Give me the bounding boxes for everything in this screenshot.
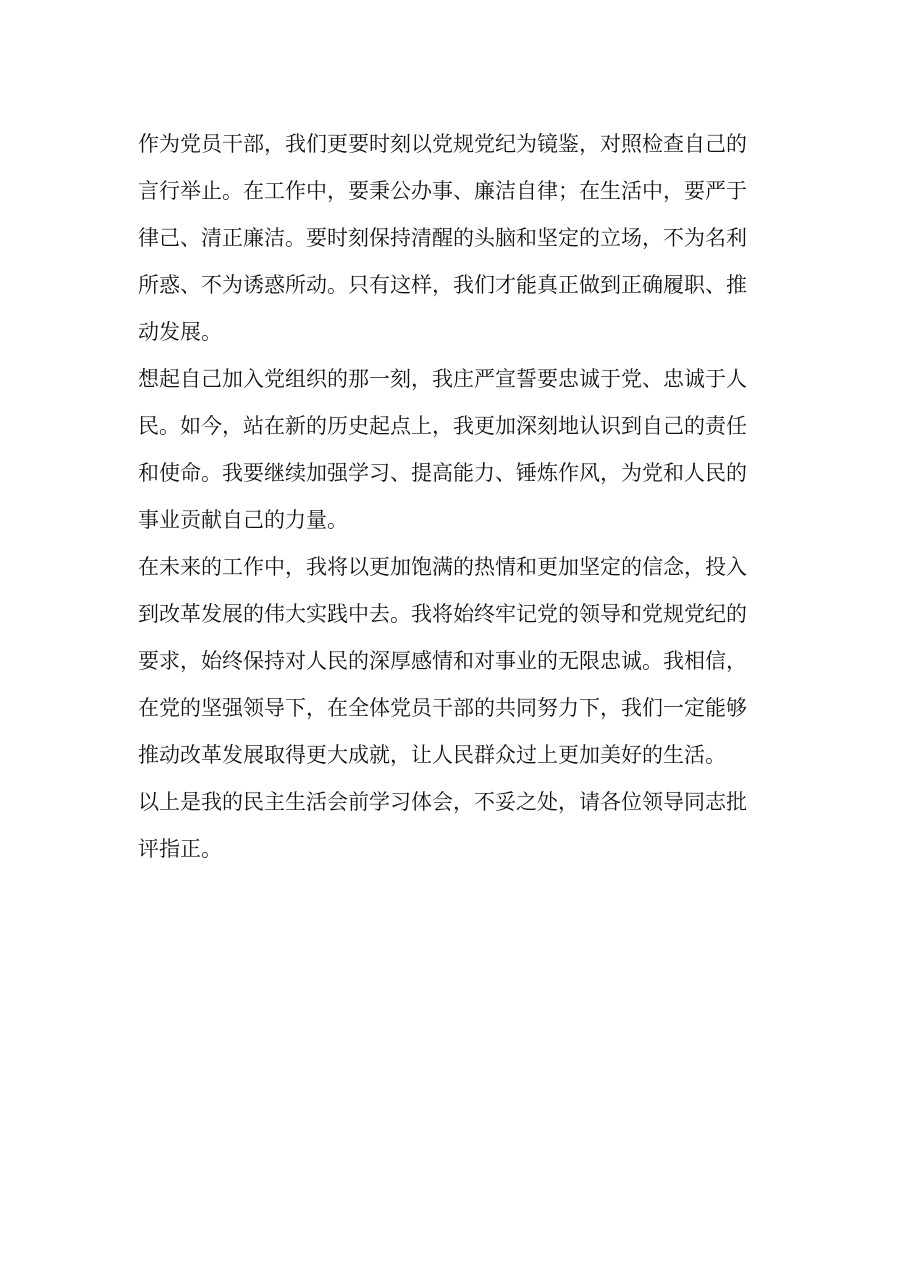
paragraph-3-line-5: 推动改革发展取得更大成就，让人民群众过上更加美好的生活。	[138, 743, 726, 767]
paragraph-3-line-3: 要求，始终保持对人民的深厚感情和对事业的无限忠诚。我相信，	[138, 649, 747, 673]
paragraph-1-line-2: 言行举止。在工作中，要秉公办事、廉洁自律；在生活中，要严于	[138, 179, 747, 203]
paragraph-1-line-1: 作为党员干部，我们更要时刻以党规党纪为镜鉴，对照检查自己的	[138, 132, 747, 156]
paragraph-4-line-2: 评指正。	[138, 837, 222, 861]
paragraph-1-line-3: 律己、清正廉洁。要时刻保持清醒的头脑和坚定的立场，不为名利	[138, 226, 747, 250]
paragraph-1-line-5: 动发展。	[138, 320, 222, 344]
paragraph-3	[138, 544, 774, 779]
paragraph-2-line-3: 和使命。我要继续加强学习、提高能力、锤炼作风，为党和人民的	[138, 461, 747, 485]
paragraph-3-line-1: 在未来的工作中，我将以更加饱满的热情和更加坚定的信念，投入	[138, 555, 747, 579]
paragraph-2-line-4: 事业贡献自己的力量。	[138, 508, 348, 532]
paragraph-2-line-1: 想起自己加入党组织的那一刻，我庄严宣誓要忠诚于党、忠诚于人	[138, 367, 747, 391]
document-body	[138, 121, 774, 873]
paragraph-3-line-4: 在党的坚强领导下，在全体党员干部的共同努力下，我们一定能够	[138, 696, 747, 720]
paragraph-1-line-4: 所惑、不为诱惑所动。只有这样，我们才能真正做到正确履职、推	[138, 273, 747, 297]
paragraph-2-line-2: 民。如今，站在新的历史起点上，我更加深刻地认识到自己的责任	[138, 414, 747, 438]
paragraph-4-line-1: 以上是我的民主生活会前学习体会，不妥之处，请各位领导同志批	[138, 790, 747, 814]
paragraph-4	[138, 779, 774, 873]
paragraph-1	[138, 121, 774, 356]
paragraph-3-line-2: 到改革发展的伟大实践中去。我将始终牢记党的领导和党规党纪的	[138, 602, 747, 626]
paragraph-2	[138, 356, 774, 544]
